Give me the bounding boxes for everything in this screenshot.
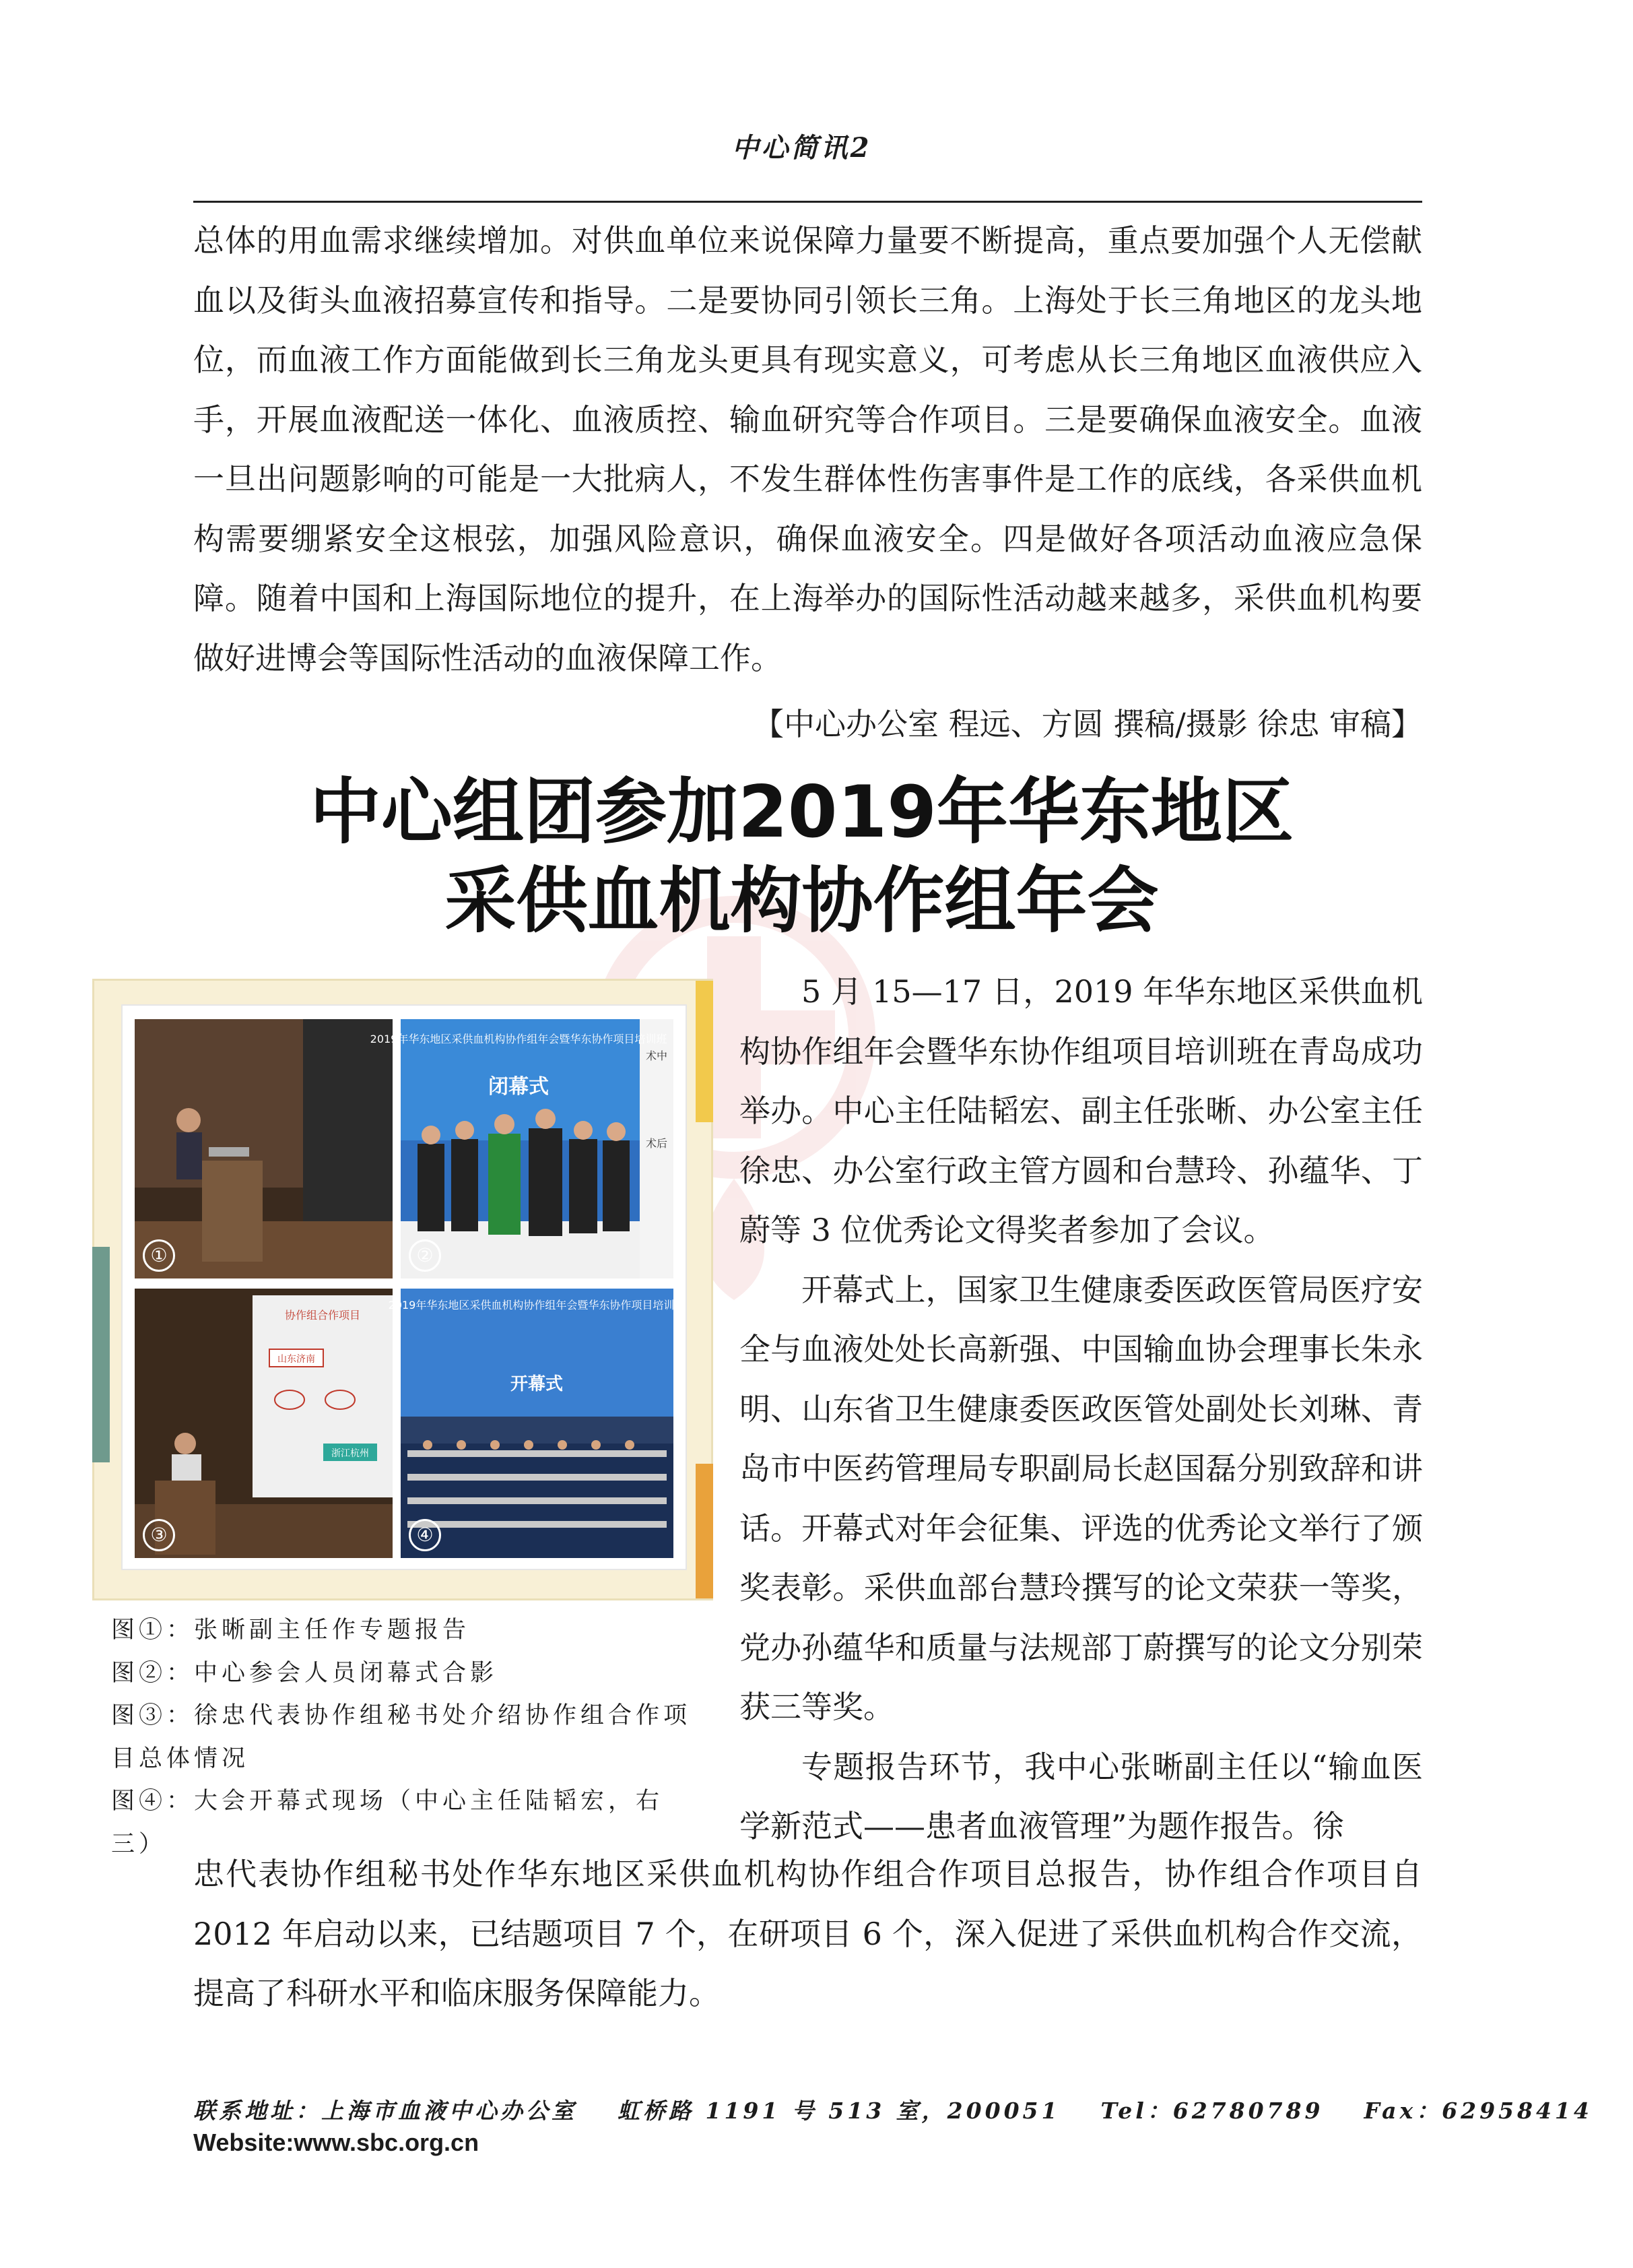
photo-panel [121, 1004, 687, 1570]
header-divider [193, 201, 1422, 203]
newsletter-header-title: 中心简讯2 [731, 132, 872, 164]
photo-opening-ceremony [388, 1289, 686, 1558]
photo-captions [111, 1609, 704, 1866]
footer-address-detail: 虹桥路 1191 号 513 室，200051 [618, 2098, 1061, 2124]
photo-project-report [135, 1289, 393, 1558]
footer-tel: Tel：62780789 [1100, 2098, 1324, 2124]
article-paragraph-2: 开幕式上，国家卫生健康委医政医管局医疗安全与血液处处长高新强、中国输血协会理事长朱永明、山东省卫生健康委医政医管处副处长刘琳、青岛市中医药管理局专职副局长赵国磊分别致辞和讲话。开幕式对年会征集、评选的优秀论文举行了颁奖表彰。采供血部台慧玲撰写的论文荣获一等奖，党办孙蕴华和质量与法规部丁蔚撰写的论文分别荣获三等奖。 [739, 1271, 1423, 1725]
photo3-slide-heading: 协作组合作项目 [284, 1309, 361, 1322]
accent-bar-green [92, 1247, 110, 1462]
intro-paragraph: 总体的用血需求继续增加。对供血单位来说保障力量要不断提高，重点要加强个人无偿献血以及街头血液招募宣传和指导。二是要协同引领长三角。上海处于长三角地区的龙头地位，而血液工作方面能做到长三角龙头更具有现实意义，可考虑从长三角地区血液供应入手，开展血液配送一体化、血液质控、输血研究等合作项目。三是要确保血液安全。血液一旦出问题影响的可能是一大批病人，不发生群体性伤害事件是工作的底线，各采供血机构需要绷紧安全这根弦，加强风险意识，确保血液安全。四是做好各项活动血液应急保障。随着中国和上海国际地位的提升，在上海举办的国际性活动越来越多，采供血机构要做好进博会等国际性活动的血液保障工作。 [193, 222, 1422, 676]
photo-label-4: ④ [409, 1519, 441, 1551]
photo-label-2: ② [409, 1239, 441, 1272]
photo-label-1: ① [143, 1239, 175, 1272]
photo-collage-frame [92, 979, 713, 1600]
accent-bar-orange [696, 1464, 713, 1598]
photo-speaker-report [135, 1019, 393, 1278]
intro-paragraph-block [193, 211, 1422, 688]
caption-2: 图②：中心参会人员闭幕式合影 [111, 1659, 498, 1687]
footer-contact [193, 2094, 1633, 2125]
photo3-city2: 浙江杭州 [331, 1448, 369, 1459]
article-credit: 【中心办公室 程远、方圆 撰稿/摄影 徐忠 审稿】 [753, 706, 1422, 742]
article-paragraph-1: 5 月 15—17 日，2019 年华东地区采供血机构协作组年会暨华东协作组项目培训班在青岛成功举办。中心主任陆韬宏、副主任张晰、办公室主任徐忠、办公室行政主管方圆和台慧玲、孙蕴华、丁蔚等 3 位优秀论文得奖者参加了会议。 [739, 973, 1423, 1248]
photo2-side-text2: 术后 [645, 1137, 668, 1150]
caption-3: 图③：徐忠代表协作组秘书处介绍协作组合作项目总体情况 [111, 1702, 692, 1772]
photo2-side-text1: 术中 [645, 1049, 668, 1062]
article-paragraph-4: 忠代表协作组秘书处作华东地区采供血机构协作组合作项目总报告，协作组合作项目自 2012 年启动以来，已结题项目 7 个，在研项目 6 个，深入促进了采供血机构合作交流，提高了科研水平和临床服务保障能力。 [193, 1856, 1422, 2011]
photo4-banner-text: 2019年华东地区采供血机构协作组年会暨华东协作项目培训班 [388, 1299, 686, 1311]
article-paragraph-3: 专题报告环节，我中心张晰副主任以“输血医学新范式——患者血液管理”为题作报告。徐 [739, 1748, 1423, 1844]
article-title [0, 768, 1603, 946]
accent-bar-yellow [696, 981, 713, 1122]
article-title-line2: 采供血机构协作组年会 [444, 860, 1159, 942]
caption-4: 图④：大会开幕式现场（中心主任陆韬宏，右三） [111, 1788, 664, 1858]
article-full-width-paragraph [193, 1844, 1422, 2023]
photo2-banner-text: 2019年华东地区采供血机构协作组年会暨华东协作项目培训班 [370, 1033, 667, 1045]
caption-1: 图①：张晰副主任作专题报告 [111, 1617, 471, 1644]
article-title-line1: 中心组团参加2019年华东地区 [309, 771, 1294, 853]
photo3-city1: 山东济南 [277, 1354, 315, 1365]
footer-fax: Fax：62958414 [1364, 2098, 1593, 2124]
photo4-opening-text: 开幕式 [510, 1374, 564, 1394]
article-column-text [739, 962, 1423, 1856]
footer-website: Website:www.sbc.org.cn [193, 2129, 479, 2156]
photo2-closing-text: 闭幕式 [488, 1075, 549, 1099]
photo-group-closing [370, 1019, 673, 1278]
footer-address-label: 联系地址：上海市血液中心办公室 [193, 2098, 577, 2124]
photo-label-3: ③ [143, 1519, 175, 1551]
